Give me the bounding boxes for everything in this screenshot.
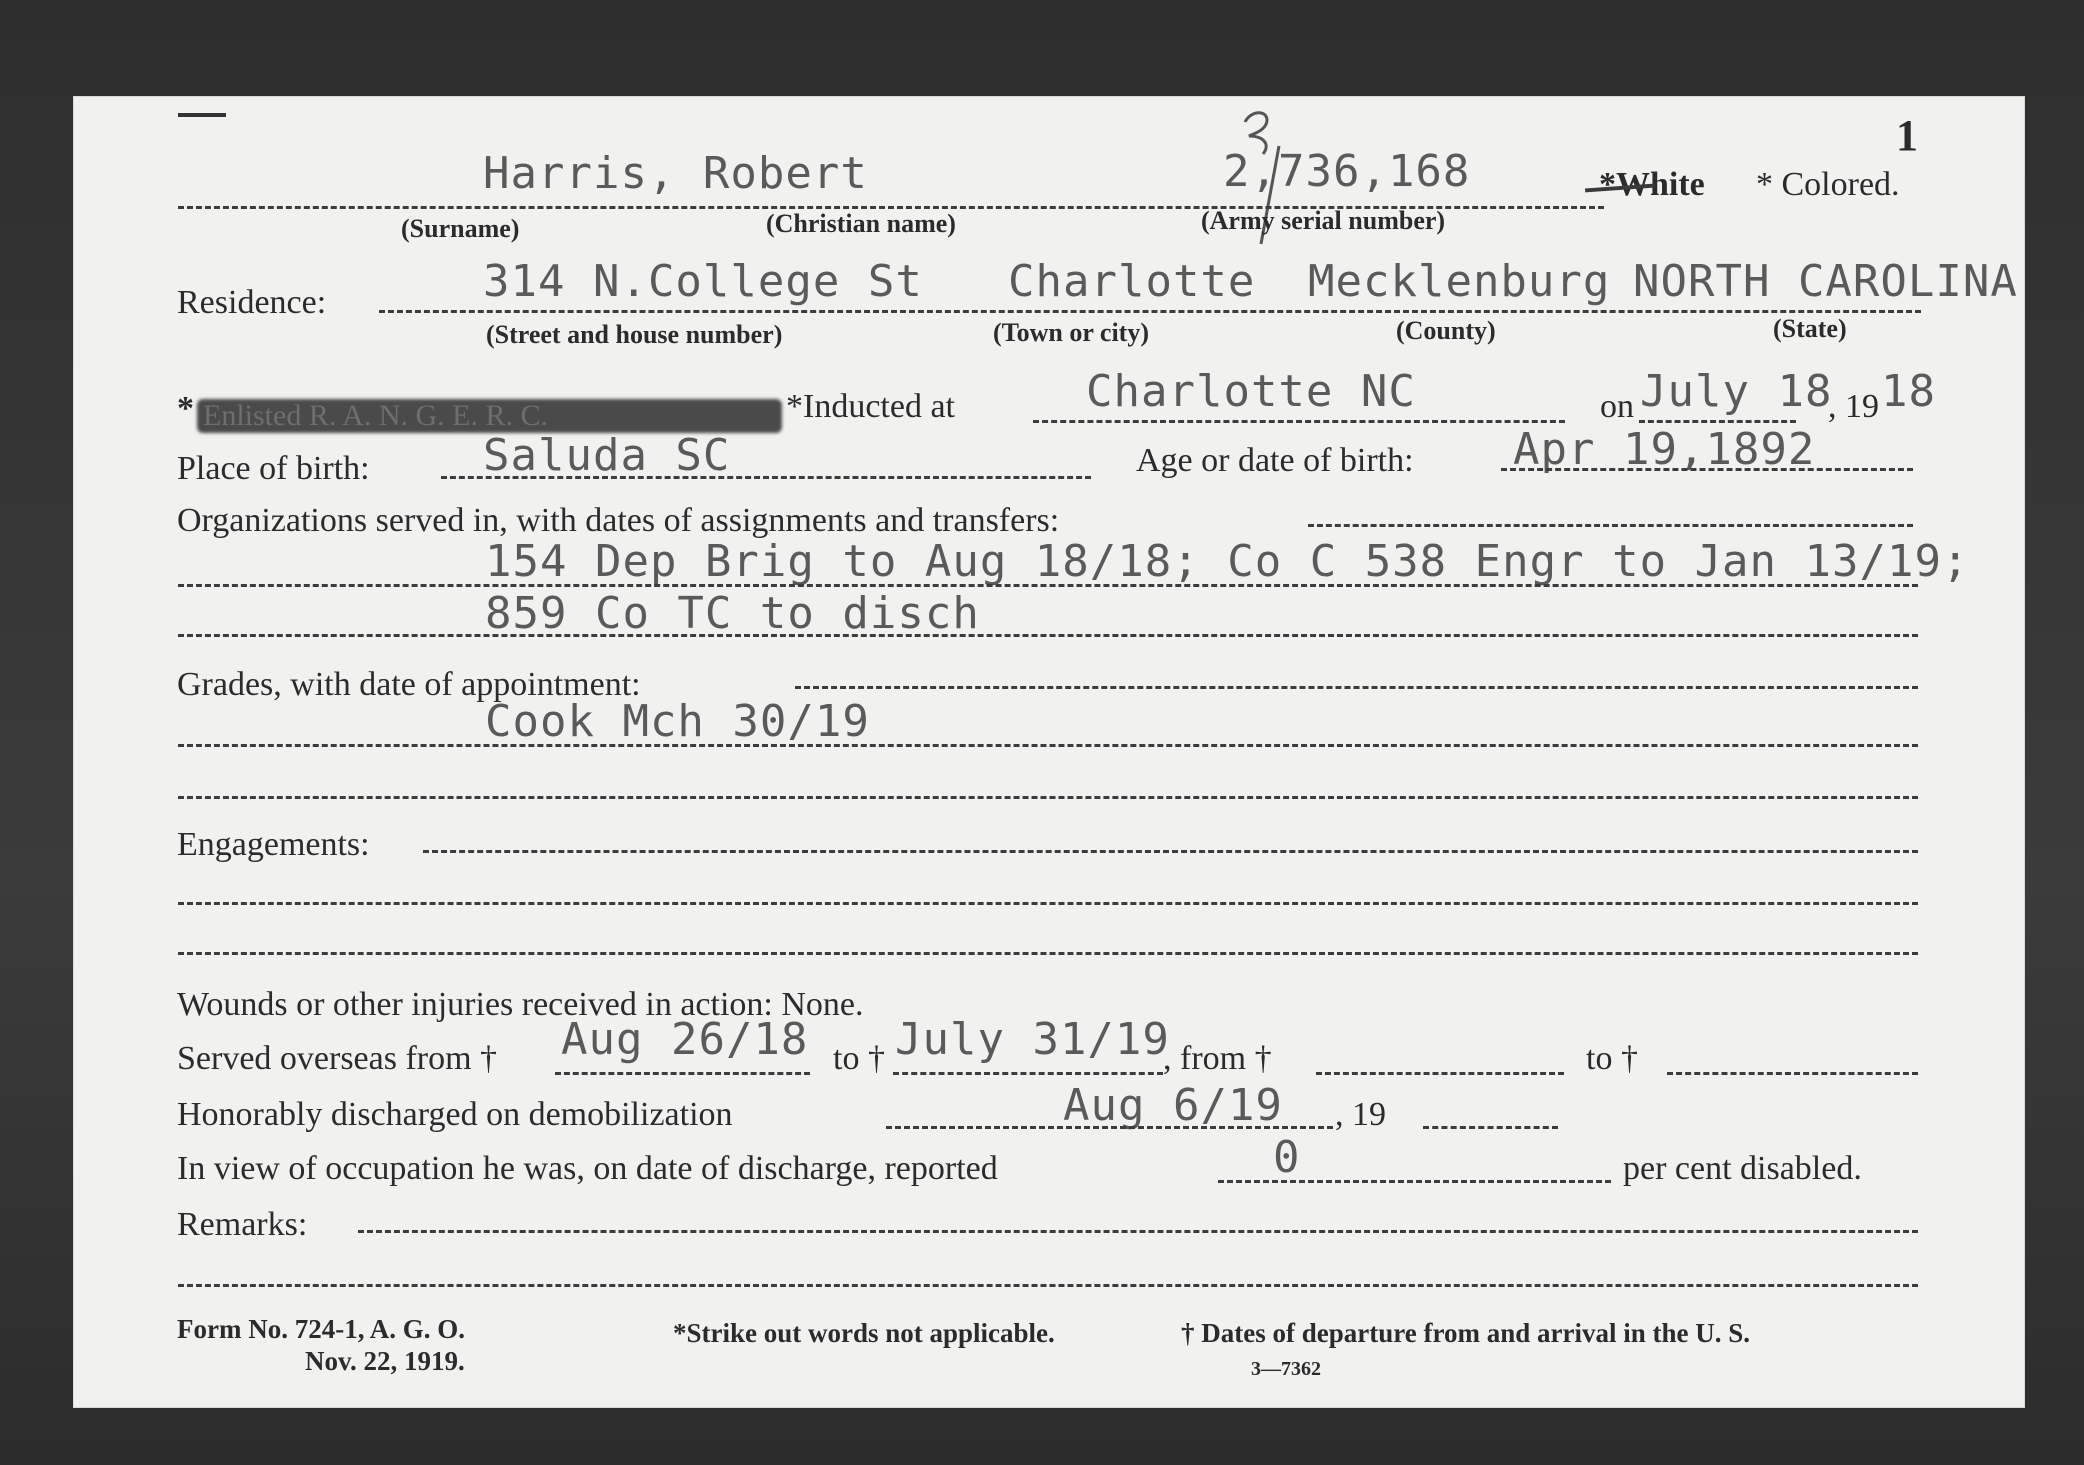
overseas-from-typed: Aug 26/18: [561, 1014, 809, 1065]
race-colored-option: * Colored.: [1756, 166, 1900, 203]
top-left-mark: [178, 113, 226, 117]
induction-year-prefix: , 19: [1828, 388, 1879, 425]
enlisted-asterisk: *: [177, 390, 194, 427]
street-label: (Street and house number): [486, 320, 783, 349]
street-typed: 314 N.College St: [483, 256, 923, 307]
inducted-place-line: [1033, 420, 1565, 423]
birthplace-label: Place of birth:: [177, 450, 370, 487]
organizations-line-1: [178, 584, 1918, 587]
form-date: Nov. 22, 1919.: [305, 1346, 465, 1376]
discharge-label: Honorably discharged on demobilization: [177, 1096, 733, 1133]
engagements-label-line: [423, 850, 1918, 853]
induction-date-typed: July 18: [1640, 366, 1833, 417]
engagements-line-1: [178, 902, 1918, 905]
race-white-option: *White: [1599, 166, 1705, 203]
grades-line-1: [178, 744, 1918, 747]
induction-date-line: [1639, 420, 1796, 423]
discharge-year-label: , 19: [1335, 1096, 1386, 1133]
serial-number-label: (Army serial number): [1201, 206, 1446, 235]
grades-typed: Cook Mch 30/19: [485, 696, 870, 747]
name-typed: Harris, Robert: [483, 148, 868, 199]
town-typed: Charlotte: [1008, 256, 1256, 307]
organizations-label: Organizations served in, with dates of assignments and transfers:: [177, 502, 1060, 539]
occupation-label: In view of occupation he was, on date of discharge, reported: [177, 1150, 998, 1187]
inducted-label: *Inducted at: [786, 388, 955, 425]
grades-label: Grades, with date of appointment:: [177, 666, 641, 703]
discharge-date-typed: Aug 6/19: [1063, 1080, 1283, 1131]
town-label: (Town or city): [993, 318, 1149, 347]
overseas-from2-line: [1316, 1072, 1564, 1075]
print-code: 3—7362: [1251, 1358, 1321, 1380]
surname-label: (Surname): [401, 214, 520, 243]
remarks-line-2: [178, 1284, 1918, 1287]
percent-disabled-label: per cent disabled.: [1623, 1150, 1862, 1187]
remarks-line-1: [358, 1230, 1918, 1233]
enlistment-type-obscured-text: Enlisted R. A. N. G. E. R. C.: [203, 399, 549, 432]
residence-line: [379, 310, 1921, 313]
christian-name-label: (Christian name): [766, 209, 956, 238]
engagements-label: Engagements:: [177, 826, 370, 863]
overseas-to-label: to †: [833, 1040, 885, 1077]
organizations-line1-typed: 154 Dep Brig to Aug 18/18; Co C 538 Engr to Jan 13/19;: [485, 536, 1970, 587]
card-number: 1: [1896, 111, 1918, 160]
state-typed: NORTH CAROLINA: [1633, 256, 2018, 307]
on-label: on: [1600, 388, 1634, 425]
overseas-to-typed: July 31/19: [895, 1014, 1170, 1065]
organizations-line-2: [178, 634, 1918, 637]
overseas-to-line: [893, 1072, 1163, 1075]
wounds-label: Wounds or other injuries received in action: None.: [177, 986, 864, 1023]
organizations-label-line: [1308, 524, 1913, 527]
discharge-year-line: [1423, 1126, 1558, 1129]
overseas-to2-line: [1667, 1072, 1918, 1075]
organizations-line2-typed: 859 Co TC to disch: [485, 588, 980, 639]
residence-label: Residence:: [177, 284, 327, 321]
birthplace-line: [441, 476, 1091, 479]
serial-typed: 2,736,168: [1223, 146, 1471, 197]
discharge-date-line: [886, 1126, 1333, 1129]
dates-note: † Dates of departure from and arrival in the U. S.: [1181, 1318, 1750, 1348]
county-typed: Mecklenburg: [1308, 256, 1611, 307]
service-record-card: [73, 96, 2025, 1408]
birthdate-line: [1501, 468, 1913, 471]
induction-year-typed: 18: [1881, 366, 1936, 417]
overseas-from2-label: , from †: [1163, 1040, 1272, 1077]
inducted-place-typed: Charlotte NC: [1086, 366, 1416, 417]
grades-label-line: [795, 686, 1918, 689]
county-label: (County): [1396, 316, 1496, 345]
birthdate-label: Age or date of birth:: [1136, 442, 1414, 479]
overseas-to2-label: to †: [1586, 1040, 1638, 1077]
form-number: Form No. 724-1, A. G. O.: [177, 1314, 465, 1344]
grades-line-2: [178, 796, 1918, 799]
birthplace-typed: Saluda SC: [483, 430, 731, 481]
state-label: (State): [1773, 314, 1847, 343]
disability-typed: 0: [1273, 1132, 1301, 1183]
disability-line: [1218, 1180, 1611, 1183]
overseas-from-line: [555, 1072, 810, 1075]
overseas-label: Served overseas from †: [177, 1040, 498, 1077]
strike-out-note: *Strike out words not applicable.: [673, 1318, 1055, 1348]
engagements-line-2: [178, 952, 1918, 955]
birthdate-typed: Apr 19,1892: [1513, 424, 1816, 475]
remarks-label: Remarks:: [177, 1206, 308, 1243]
